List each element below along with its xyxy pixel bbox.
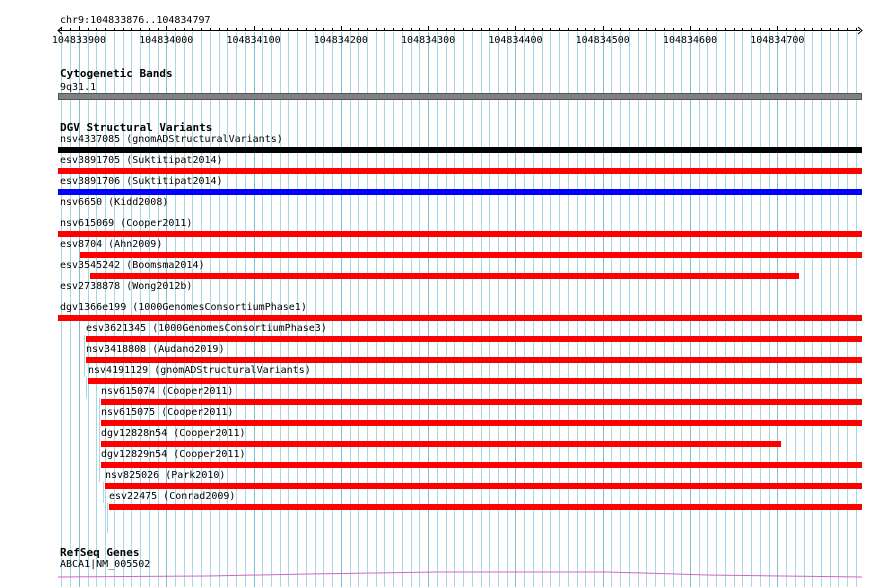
feature-connector-line xyxy=(99,440,100,461)
dgv-feature-label[interactable]: esv3891706 (Suktitipat2014) xyxy=(60,176,223,187)
ruler-ticks xyxy=(0,0,890,60)
dgv-feature-label[interactable]: dgv1366e199 (1000GenomesConsortiumPhase1) xyxy=(60,302,307,313)
dgv-feature-bar[interactable] xyxy=(58,231,862,237)
dgv-feature-bar[interactable] xyxy=(86,357,862,363)
ruler-tick-label: 104834100 xyxy=(226,35,281,46)
dgv-feature-bar[interactable] xyxy=(101,399,862,405)
dgv-feature-bar[interactable] xyxy=(105,483,862,489)
feature-connector-line xyxy=(86,377,87,398)
dgv-feature-bar[interactable] xyxy=(101,441,781,447)
feature-connector-line xyxy=(99,461,100,482)
ruler-tick-label: 104834600 xyxy=(662,35,718,46)
dgv-feature-label[interactable]: dgv12829n54 (Cooper2011) xyxy=(101,449,246,460)
dgv-feature-label[interactable]: esv8704 (Ahn2009) xyxy=(60,239,163,250)
cytoband-label: 9q31.1 xyxy=(60,82,97,93)
dgv-feature-bar[interactable] xyxy=(86,336,862,342)
dgv-feature-label[interactable]: dgv12828n54 (Cooper2011) xyxy=(101,428,246,439)
feature-connector-line xyxy=(99,419,100,440)
refseq-track-title[interactable]: RefSeq Genes xyxy=(60,546,140,559)
feature-connector-line xyxy=(103,482,104,503)
ruler-tick-label: 104834300 xyxy=(401,35,456,46)
dgv-feature-bar[interactable] xyxy=(90,273,799,279)
dgv-feature-label[interactable]: nsv615074 (Cooper2011) xyxy=(101,386,234,397)
dgv-feature-label[interactable]: esv2738878 (Wong2012b) xyxy=(60,281,193,292)
refseq-feature-label[interactable]: ABCA1|NM_005502 xyxy=(60,559,151,570)
dgv-feature-label[interactable]: nsv825026 (Park2010) xyxy=(105,470,226,481)
feature-connector-line xyxy=(107,503,108,533)
ruler-tick-label: 104833900 xyxy=(51,35,107,46)
dgv-feature-bar[interactable] xyxy=(101,462,862,468)
cytoband-bar[interactable] xyxy=(58,93,862,100)
ruler-range-label: chr9:104833876..104834797 xyxy=(60,15,211,26)
dgv-feature-label[interactable]: nsv6650 (Kidd2008) xyxy=(60,197,169,208)
ruler-tick-label: 104834500 xyxy=(575,35,630,46)
dgv-feature-bar[interactable] xyxy=(88,378,862,384)
dgv-feature-label[interactable]: esv3621345 (1000GenomesConsortiumPhase3) xyxy=(86,323,327,334)
dgv-feature-label[interactable]: esv22475 (Conrad2009) xyxy=(109,491,236,502)
feature-connector-line xyxy=(84,335,85,356)
ruler-tick-label: 104834200 xyxy=(313,35,368,46)
dgv-feature-bar[interactable] xyxy=(109,504,862,510)
dgv-feature-bar[interactable] xyxy=(58,147,862,153)
dgv-feature-label[interactable]: nsv3418808 (Audano2019) xyxy=(86,344,225,355)
dgv-feature-label[interactable]: esv3891705 (Suktitipat2014) xyxy=(60,155,223,166)
ruler-arrow-icon xyxy=(858,27,862,34)
ruler-tick-label: 104834000 xyxy=(139,35,194,46)
ruler-tick-label: 104834400 xyxy=(488,35,543,46)
dgv-feature-label[interactable]: nsv4337085 (gnomADStructuralVariants) xyxy=(60,134,283,145)
feature-connector-line xyxy=(99,398,100,419)
refseq-gene-feature[interactable] xyxy=(58,571,862,579)
feature-connector-line xyxy=(84,356,85,377)
dgv-track-title[interactable]: DGV Structural Variants xyxy=(60,121,213,134)
dgv-feature-bar[interactable] xyxy=(58,189,862,195)
dgv-feature-bar[interactable] xyxy=(58,168,862,174)
dgv-feature-bar[interactable] xyxy=(101,420,862,426)
dgv-feature-label[interactable]: nsv615069 (Cooper2011) xyxy=(60,218,193,229)
dgv-feature-label[interactable]: nsv615075 (Cooper2011) xyxy=(101,407,234,418)
cytobands-track-title[interactable]: Cytogenetic Bands xyxy=(60,67,173,80)
dgv-feature-label[interactable]: nsv4191129 (gnomADStructuralVariants) xyxy=(88,365,311,376)
dgv-feature-bar[interactable] xyxy=(80,252,862,258)
dgv-feature-bar[interactable] xyxy=(58,315,862,321)
ruler-tick-label: 104834700 xyxy=(750,35,805,46)
dgv-feature-label[interactable]: esv3545242 (Boomsma2014) xyxy=(60,260,205,271)
